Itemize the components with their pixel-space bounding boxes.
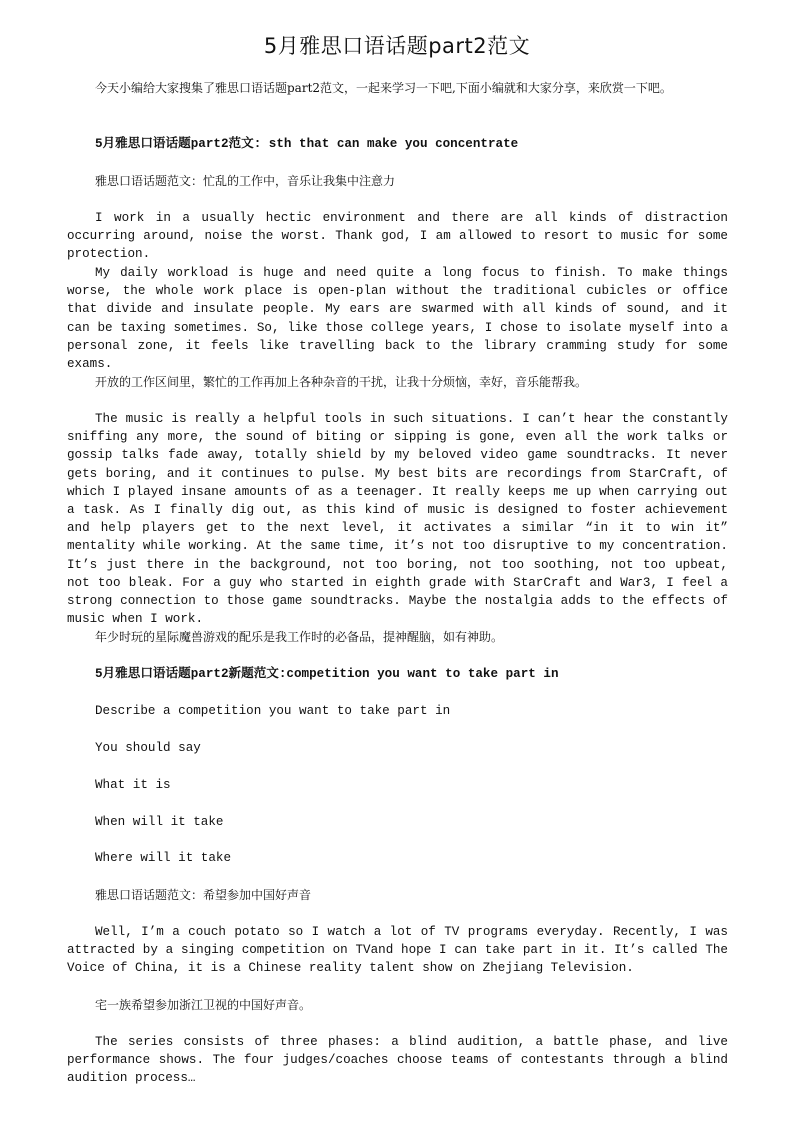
prompt-when: When will it take (95, 815, 224, 829)
prompt-describe: Describe a competition you want to take part in (95, 704, 451, 718)
section-heading-concentrate: 5月雅思口语话题part2范文: sth that can make you concentrate (95, 137, 519, 151)
summary-open-plan: 开放的工作区间里，繁忙的工作再加上各种杂音的干扰，让我十分烦恼，幸好，音乐能帮我。 (95, 375, 588, 389)
summary-game-soundtrack: 年少时玩的星际魔兽游戏的配乐是我工作时的必备品，提神醒脑，如有神助。 (95, 630, 504, 644)
paragraph-series-phases: The series consists of three phases: a blind audition, a battle phase, and live performance shows. The four judges/coaches choose teams of contestants through a blind audition process… (67, 1035, 728, 1086)
intro-paragraph: 今天小编给大家搜集了雅思口语话题part2范文，一起来学习一下吧,下面小编就和大家分享，来欣赏一下吧。 (95, 81, 672, 95)
paragraph-daily-workload: My daily workload is huge and need quite a long focus to finish. To make things worse, the whole work place is open-plan without the traditional cubicles or office that divide and insulate people. My ears are swarmed with all kinds of sound, and it can be taxing sometimes. So, like those college years, I chose to isolate myself into a personal zone, it feels like travelling back to the library cramming study for some exams. (67, 266, 728, 372)
subtitle-voice-of-china: 雅思口语话题范文：希望参加中国好声音 (95, 888, 312, 902)
subtitle-concentrate: 雅思口语话题范文：忙乱的工作中，音乐让我集中注意力 (95, 174, 396, 188)
section-heading-competition: 5月雅思口语话题part2新题范文:competition you want to take part in (95, 667, 559, 681)
prompt-you-should-say: You should say (95, 741, 201, 755)
paragraph-couch-potato: Well, I’m a couch potato so I watch a lot of TV programs everyday. Recently, I was attracted by a singing competition on TVand hope I can take part in it. It’s called The Voice of China, it is a Chinese reality talent show on Zhejiang Television. (67, 925, 728, 976)
paragraph-music-tools: The music is really a helpful tools in such situations. I can’t hear the constantly sniffing any more, the sound of biting or sipping is gone, even all the work talks or gossip talks fade away, totally shield by my beloved video game soundtracks. It never gets boring, and it continues to pulse. My best bits are recordings from StarCraft, of which I played insane amounts of as a teenager. It really keeps me up when carrying out a task. As I finally dig out, as this kind of music is designed to foster achievement and help players get to the next level, it activates a similar “in it to win it” mentality while working. At the same time, it’s not too disruptive to my concentration. It’s just there in the background, not too boring, not too soothing, not too upbeat, not too bleak. For a guy who started in eighth grade with StarCraft and War3, I feel a strong connection to those game soundtracks. Maybe the nostalgia adds to the effects of music when I work. (67, 412, 728, 627)
prompt-what-it-is: What it is (95, 778, 171, 792)
summary-zhejiang: 宅一族希望参加浙江卫视的中国好声音。 (95, 998, 312, 1012)
prompt-where: Where will it take (95, 851, 232, 865)
paragraph-hectic-environment: I work in a usually hectic environment and there are all kinds of distraction occurring around, noise the worst. Thank god, I am allowed to resort to music for some protection. (67, 211, 728, 262)
page-title: 5月雅思口语话题part2范文 (263, 34, 531, 58)
